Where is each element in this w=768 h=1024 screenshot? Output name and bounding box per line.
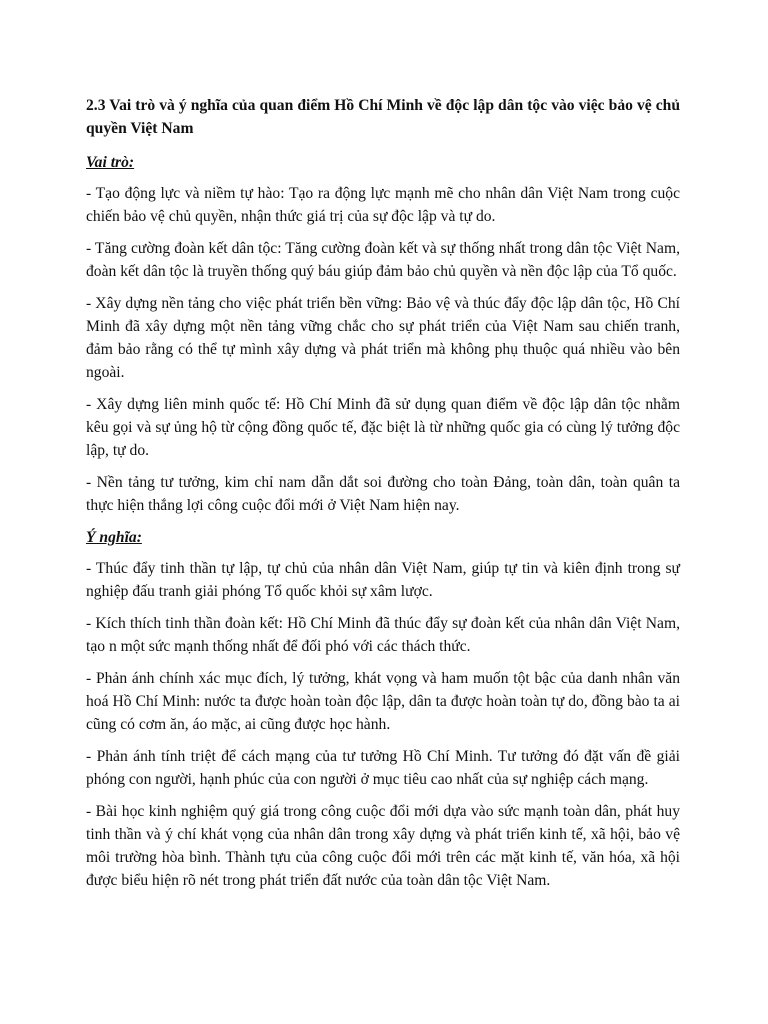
section-heading-y-nghia: Ý nghĩa: [86, 529, 142, 546]
section-y-nghia [86, 526, 680, 892]
paragraph: - Phản ánh chính xác mục đích, lý tưởng, khát vọng và ham muốn tột bậc của danh nhân văn hoá Hồ Chí Minh: nước ta được hoàn toàn độc lập, dân ta được hoàn toàn tự do, đồng bào ta ai cũng có cơm ăn, áo mặc, ai cũng được học hành. [86, 670, 680, 733]
document-page [86, 94, 680, 901]
paragraph: - Tạo động lực và niềm tự hào: Tạo ra động lực mạnh mẽ cho nhân dân Việt Nam trong cuộc chiến bảo vệ chủ quyền, nhận thức giá trị của sự độc lập và tự do. [86, 185, 680, 225]
paragraph: - Bài học kinh nghiệm quý giá trong công cuộc đổi mới dựa vào sức mạnh toàn dân, phát huy tinh thần và ý chí khát vọng của nhân dân trong xây dựng và phát triển kinh tế, xã hội, bảo vệ môi trường hòa bình. Thành tựu của công cuộc đổi mới trên các mặt kinh tế, văn hóa, xã hội được biểu hiện rõ nét trong phát triển đất nước của toàn dân tộc Việt Nam. [86, 803, 680, 889]
paragraph: - Xây dựng nền tảng cho việc phát triển bền vững: Bảo vệ và thúc đẩy độc lập dân tộc, Hồ Chí Minh đã xây dựng một nền tảng vững chắc cho sự phát triển của Việt Nam sau chiến tranh, đảm bảo rằng có thể tự mình xây dựng và phát triển mà không phụ thuộc quá nhiều vào bên ngoài. [86, 295, 680, 381]
section-heading-vai-tro: Vai trò: [86, 154, 135, 171]
paragraph: - Thúc đẩy tinh thần tự lập, tự chủ của nhân dân Việt Nam, giúp tự tin và kiên định trong sự nghiệp đấu tranh giải phóng Tổ quốc khỏi sự xâm lược. [86, 560, 680, 600]
paragraph: - Nền tảng tư tưởng, kim chỉ nam dẫn dắt soi đường cho toàn Đảng, toàn dân, toàn quân ta thực hiện thắng lợi công cuộc đổi mới ở Việt Nam hiện nay. [86, 474, 680, 514]
paragraph: - Tăng cường đoàn kết dân tộc: Tăng cường đoàn kết và sự thống nhất trong dân tộc Việt Nam, đoàn kết dân tộc là truyền thống quý báu giúp đảm bảo chủ quyền và nền độc lập của Tổ quốc. [86, 240, 680, 280]
paragraph: - Phản ánh tính triệt để cách mạng của tư tưởng Hồ Chí Minh. Tư tưởng đó đặt vấn đề giải phóng con người, hạnh phúc của con người ở mục tiêu cao nhất của sự nghiệp cách mạng. [86, 748, 680, 788]
paragraph: - Kích thích tinh thần đoàn kết: Hồ Chí Minh đã thúc đẩy sự đoàn kết của nhân dân Việt Nam, tạo n một sức mạnh thống nhất để đối phó với các thách thức. [86, 615, 680, 655]
section-vai-tro [86, 151, 680, 517]
document-title: 2.3 Vai trò và ý nghĩa của quan điểm Hồ Chí Minh về độc lập dân tộc vào việc bảo vệ chủ quyền Việt Nam [86, 97, 680, 137]
paragraph: - Xây dựng liên minh quốc tế: Hồ Chí Minh đã sử dụng quan điểm về độc lập dân tộc nhằm kêu gọi và sự ủng hộ từ cộng đồng quốc tế, đặc biệt là từ những quốc gia có cùng lý tưởng độc lập, tự do. [86, 396, 680, 459]
